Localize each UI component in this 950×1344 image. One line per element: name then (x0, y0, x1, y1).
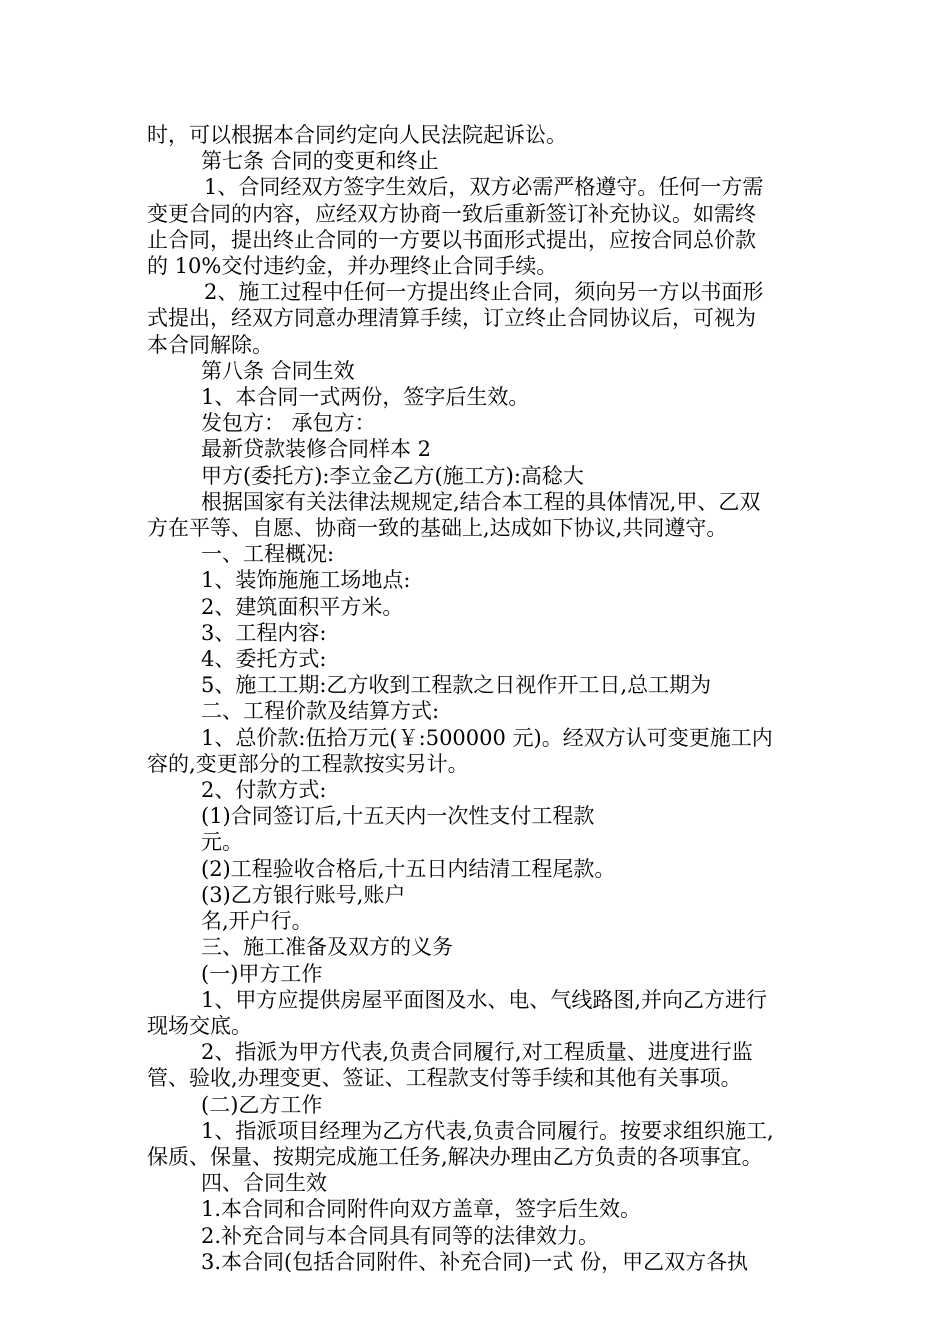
section-heading: 二、工程价款及结算方式: (201, 699, 440, 724)
contract-body (147, 122, 812, 1275)
text-line: 根据国家有关法律法规规定,结合本工程的具体情况,甲、乙双 (201, 489, 761, 514)
text-line: 现场交底。 (147, 1013, 252, 1038)
text-line: 2、施工过程中任何一方提出终止合同，须向另一方以书面形 (204, 280, 764, 305)
text-line: 1、本合同一式两份，签字后生效。 (201, 385, 530, 410)
text-line: 式提出，经双方同意办理清算手续，订立终止合同协议后，可视为 (147, 306, 756, 331)
list-item: 2.补充合同与本合同具有同等的法律效力。 (201, 1223, 600, 1248)
text-line: 1、合同经双方签字生效后，双方必需严格遵守。任何一方需 (204, 175, 764, 200)
list-item: 4、委托方式: (201, 647, 327, 672)
list-item: 2、建筑面积平方米。 (201, 594, 404, 619)
text-line: 方在平等、自愿、协商一致的基础上,达成如下协议,共同遵守。 (147, 516, 728, 541)
text-line: 的 10%交付违约金，并办理终止合同手续。 (147, 254, 558, 279)
text-line: 保质、保量、按期完成施工任务,解决办理由乙方负责的各项事宜。 (147, 1144, 763, 1169)
list-item: 1、指派项目经理为乙方代表,负责合同履行。按要求组织施工, (201, 1118, 774, 1143)
section-heading: 一、工程概况: (201, 542, 335, 567)
text-line: 名,开户行。 (201, 909, 313, 934)
text-line: 管、验收,办理变更、签证、工程款支付等手续和其他有关事项。 (147, 1066, 742, 1091)
subsection-heading: (一)甲方工作 (201, 961, 323, 986)
list-item: 2、指派为甲方代表,负责合同履行,对工程质量、进度进行监 (201, 1040, 753, 1065)
text-line: 变更合同的内容，应经双方协商一致后重新签订补充协议。如需终 (147, 201, 756, 226)
section-heading: 三、施工准备及双方的义务 (201, 935, 453, 960)
list-item: 1、总价款:伍拾万元(￥:500000 元)。经双方认可变更施工内 (201, 725, 773, 750)
document-title: 最新贷款装修合同样本 2 (201, 437, 432, 462)
section-heading: 四、合同生效 (201, 1171, 327, 1196)
list-item: 3、工程内容: (201, 620, 327, 645)
list-item: (1)合同签订后,十五天内一次性支付工程款 (201, 804, 595, 829)
list-item: 3.本合同(包括合同附件、补充合同)一式 份，甲乙双方各执 (201, 1249, 749, 1274)
list-item: 1、装饰施施工场地点: (201, 568, 411, 593)
list-item: 1、甲方应提供房屋平面图及水、电、气线路图,并向乙方进行 (201, 987, 768, 1012)
section-heading: 第七条 合同的变更和终止 (201, 149, 439, 174)
text-line: 时，可以根据本合同约定向人民法院起诉讼。 (147, 123, 567, 147)
list-item: 1.本合同和合同附件向双方盖章，签字后生效。 (201, 1197, 642, 1222)
text-line: 止合同，提出终止合同的一方要以书面形式提出，应按合同总价款 (147, 227, 756, 252)
text-line: 元。 (201, 830, 243, 855)
text-line: 容的,变更部分的工程款按实另计。 (147, 751, 469, 776)
list-item: 2、付款方式: (201, 778, 327, 803)
signature-line: 发包方： 承包方： (201, 411, 376, 436)
list-item: (3)乙方银行账号,账户 (201, 882, 406, 907)
section-heading: 第八条 合同生效 (201, 358, 355, 383)
subsection-heading: (二)乙方工作 (201, 1092, 323, 1117)
text-line: 本合同解除。 (147, 332, 273, 357)
list-item: 5、施工工期:乙方收到工程款之日视作开工日,总工期为 (201, 673, 712, 698)
list-item: (2)工程验收合格后,十五日内结清工程尾款。 (201, 856, 616, 881)
parties-line: 甲方(委托方):李立金乙方(施工方):高稔大 (201, 463, 584, 488)
